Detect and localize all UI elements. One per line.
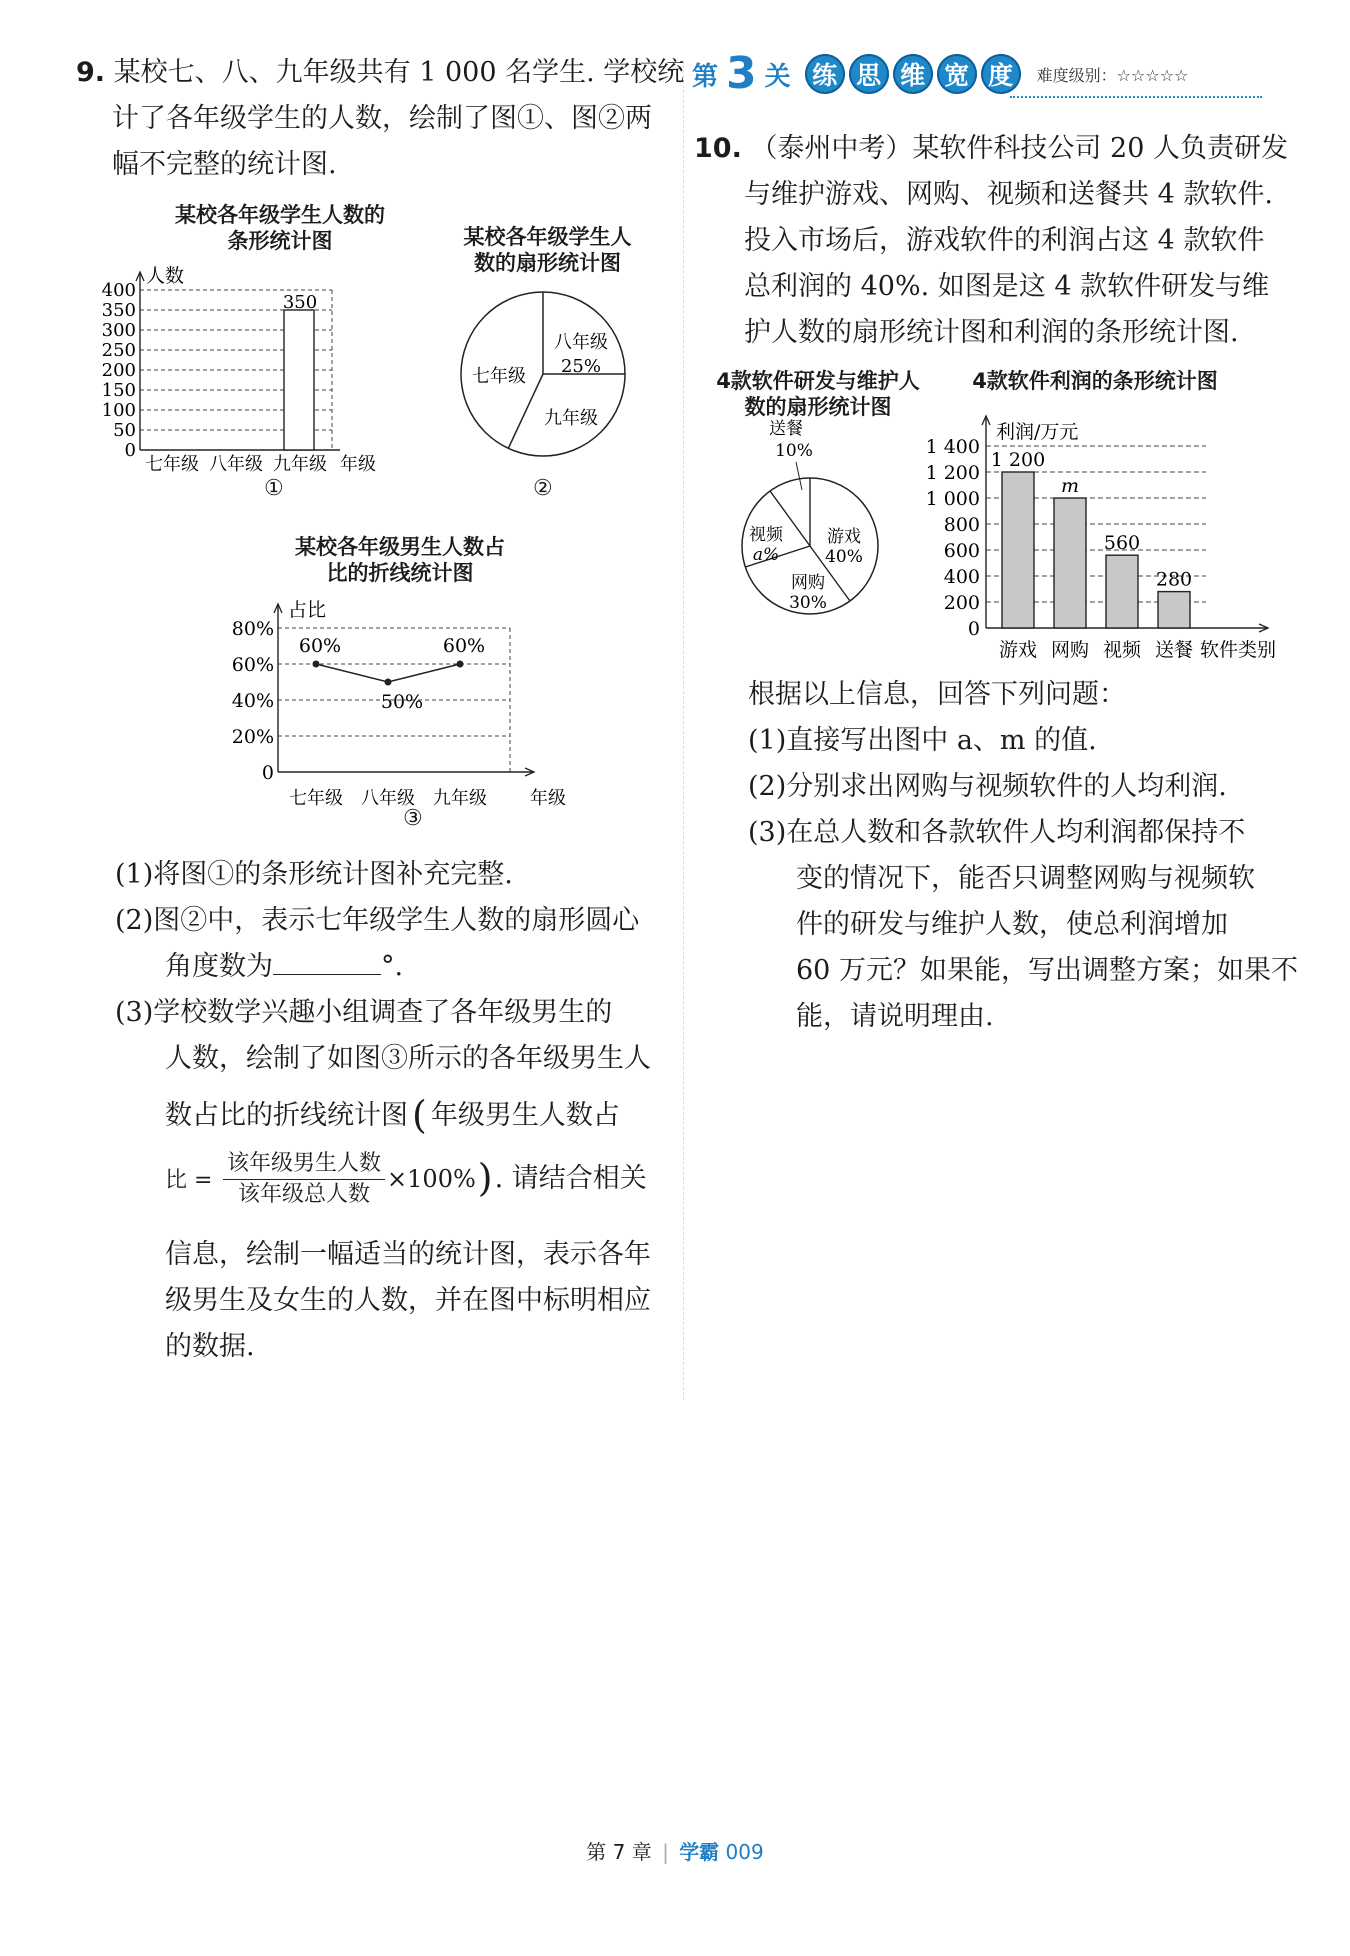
level-badges: 练 思 维 宽 度	[805, 54, 1021, 94]
y-tick-label: 0	[124, 440, 136, 461]
fig3-title: 某校各年级男生人数占 比的折线统计图	[295, 535, 505, 585]
data-label: 50%	[380, 691, 424, 713]
data-label: 560	[1103, 532, 1141, 555]
x-tick-label: 八年级	[361, 788, 415, 809]
data-point	[457, 661, 464, 668]
q10-part-3-line-2: 变的情况下，能否只调整网购与视频软	[796, 863, 1255, 894]
q10-line-4: 总利润的 40%. 如图是这 4 款软件研发与维	[744, 271, 1270, 302]
y-tick-label: 20%	[231, 726, 274, 748]
fig2-caption: ②	[533, 476, 553, 501]
q9-part-1: (1)将图①的条形统计图补充完整.	[115, 859, 513, 890]
y-tick-label: 1 200	[925, 462, 980, 484]
q9-part-3-line-5: 信息，绘制一幅适当的统计图，表示各年	[165, 1239, 651, 1270]
bar	[1158, 592, 1190, 628]
q10-part-3: (3)在总人数和各款软件人均利润都保持不	[748, 817, 1246, 848]
q9-line-3: 幅不完整的统计图.	[112, 149, 337, 180]
slice-label: 送餐	[769, 419, 803, 439]
q10-part-3-line-3: 件的研发与维护人数，使总利润增加	[796, 909, 1228, 940]
q10-number: 10.	[694, 133, 742, 164]
x-tick-label: 游戏	[998, 639, 1038, 661]
q9-part-2: (2)图②中，表示七年级学生人数的扇形圆心	[115, 905, 640, 936]
y-tick-label: 1 000	[925, 488, 980, 510]
y-tick-label: 1 400	[925, 436, 980, 458]
y-tick-label: 600	[943, 540, 980, 562]
y-tick-label: 400	[943, 566, 980, 588]
x-axis-label: 软件类别	[1199, 639, 1276, 661]
fig3-caption: ③	[403, 806, 423, 831]
q9-part-3-line-3: 数占比的折线统计图 ( 年级男生人数占	[165, 1093, 620, 1137]
slice-label: 九年级	[544, 408, 598, 429]
x-tick-label: 七年级	[145, 454, 199, 475]
q9-part-3-line-7: 的数据.	[165, 1331, 255, 1362]
y-tick-label: 40%	[231, 690, 274, 712]
fig1-bar-chart	[101, 262, 450, 475]
footer-brand: 学霸	[679, 1840, 720, 1864]
q10-part-3-line-5: 能，请说明理由.	[796, 1001, 994, 1032]
page-footer: 第 7 章 | 学霸 009	[586, 1840, 764, 1864]
slice-label: 八年级	[554, 332, 608, 353]
data-label: 350	[282, 292, 318, 313]
q10-part-3-line-4: 60 万元？如果能，写出调整方案；如果不	[796, 955, 1298, 986]
ratio-fraction: $\frac{\text{该年级男生人数}}{\text{该年级总人数}}$	[223, 1149, 385, 1210]
x-tick-label: 视频	[1102, 639, 1142, 661]
q10-part-1: (1)直接写出图中 a、m 的值.	[748, 725, 1097, 756]
y-tick-label: 100	[101, 400, 136, 421]
y-tick-label: 350	[101, 300, 136, 321]
fig1-title: 某校各年级学生人数的 条形统计图	[175, 203, 385, 253]
y-tick-label: 0	[967, 618, 980, 640]
slice-label: 40%	[825, 547, 863, 567]
y-tick-label: 300	[101, 320, 136, 341]
y-tick-label: 800	[943, 514, 980, 536]
bar	[1106, 555, 1138, 628]
data-point	[313, 661, 320, 668]
y-tick-label: 0	[261, 762, 274, 784]
q9-part-2-answer-line: 角度数为 °.	[165, 951, 404, 982]
y-axis-label: 利润/万元	[996, 421, 1079, 443]
q10-line-1: 10. （泰州中考）某软件科技公司 20 人负责研发	[694, 133, 1288, 164]
data-label: 1 200	[990, 449, 1046, 471]
q9-part-3: (3)学校数学兴趣小组调查了各年级男生的	[115, 997, 613, 1028]
slice-label: 游戏	[827, 527, 861, 547]
slice-label: 网购	[791, 573, 825, 593]
fig4-title: 4款软件研发与维护人 数的扇形统计图	[716, 369, 920, 419]
level-header: 第 3 关 练 思 维 宽 度 难度级别：☆☆☆☆☆	[692, 48, 1189, 99]
q9-part-3-line-2: 人数，绘制了如图③所示的各年级男生人	[165, 1043, 651, 1074]
y-tick-label: 250	[101, 340, 136, 361]
fig1-caption: ①	[264, 476, 284, 501]
q10-part-2: (2)分别求出网购与视频软件的人均利润.	[748, 771, 1227, 802]
q10-intro: 根据以上信息，回答下列问题：	[748, 679, 1126, 710]
data-label: 280	[1155, 568, 1193, 591]
q9-line-2: 计了各年级学生的人数，绘制了图①、图②两	[112, 103, 652, 134]
data-point	[385, 679, 392, 686]
fig5-title: 4款软件利润的条形统计图	[972, 369, 1218, 393]
header-rule	[1010, 96, 1262, 98]
q9-number: 9.	[76, 57, 106, 88]
slice-label: 视频	[749, 525, 783, 545]
bar	[1054, 498, 1086, 628]
data-label: m	[1060, 475, 1080, 497]
y-tick-label: 400	[101, 280, 136, 301]
y-tick-label: 80%	[231, 618, 274, 640]
footer-page-number: 009	[725, 1840, 764, 1864]
difficulty-rating: 难度级别：☆☆☆☆☆	[1036, 65, 1189, 85]
y-axis-label: 人数	[146, 265, 185, 287]
fig4-pie-chart	[744, 418, 884, 628]
x-tick-label: 九年级	[273, 454, 327, 475]
q9-part-3-line-6: 级男生及女生的人数，并在图中标明相应	[165, 1285, 651, 1316]
slice-label: 七年级	[472, 366, 526, 387]
slice-label: 30%	[789, 593, 827, 613]
slice-label: 25%	[560, 356, 602, 377]
bar	[1002, 472, 1034, 628]
footer-chapter: 第 7 章	[586, 1840, 652, 1864]
answer-blank[interactable]	[273, 950, 381, 975]
y-tick-label: 50	[113, 420, 136, 441]
q9-line-1: 9. 某校七、八、九年级共有 1 000 名学生. 学校统	[76, 57, 685, 88]
y-tick-label: 200	[943, 592, 980, 614]
x-tick-label: 九年级	[433, 788, 487, 809]
data-label: 60%	[442, 635, 486, 657]
data-label: 60%	[298, 635, 342, 657]
fig5-bar-chart	[914, 402, 1294, 668]
x-axis-label: 年级	[530, 788, 566, 809]
q10-line-3: 投入市场后，游戏软件的利润占这 4 款软件	[744, 225, 1265, 256]
slice-label: a%	[752, 545, 780, 565]
x-tick-label: 七年级	[289, 788, 343, 809]
fig3-line-chart	[220, 592, 580, 840]
slice-label: 10%	[775, 441, 813, 461]
fig2-title: 某校各年级学生人 数的扇形统计图	[463, 225, 632, 275]
x-tick-label: 网购	[1050, 639, 1090, 661]
y-tick-label: 200	[101, 360, 136, 381]
x-tick-label: 八年级	[209, 454, 263, 475]
column-divider	[683, 60, 684, 1400]
x-axis-label: 年级	[340, 454, 376, 475]
y-tick-label: 60%	[231, 654, 274, 676]
q10-line-2: 与维护游戏、网购、视频和送餐共 4 款软件.	[744, 179, 1273, 210]
x-tick-label: 送餐	[1154, 639, 1194, 661]
y-axis-label: 占比	[288, 599, 327, 621]
bar	[284, 310, 314, 450]
q10-line-5: 护人数的扇形统计图和利润的条形统计图.	[744, 317, 1239, 348]
y-tick-label: 150	[101, 380, 136, 401]
q9-formula-line: 比 = $\frac{\text{该年级男生人数}}{\text{该年级总人数}}$ ×100%). 请结合相关	[165, 1146, 647, 1213]
